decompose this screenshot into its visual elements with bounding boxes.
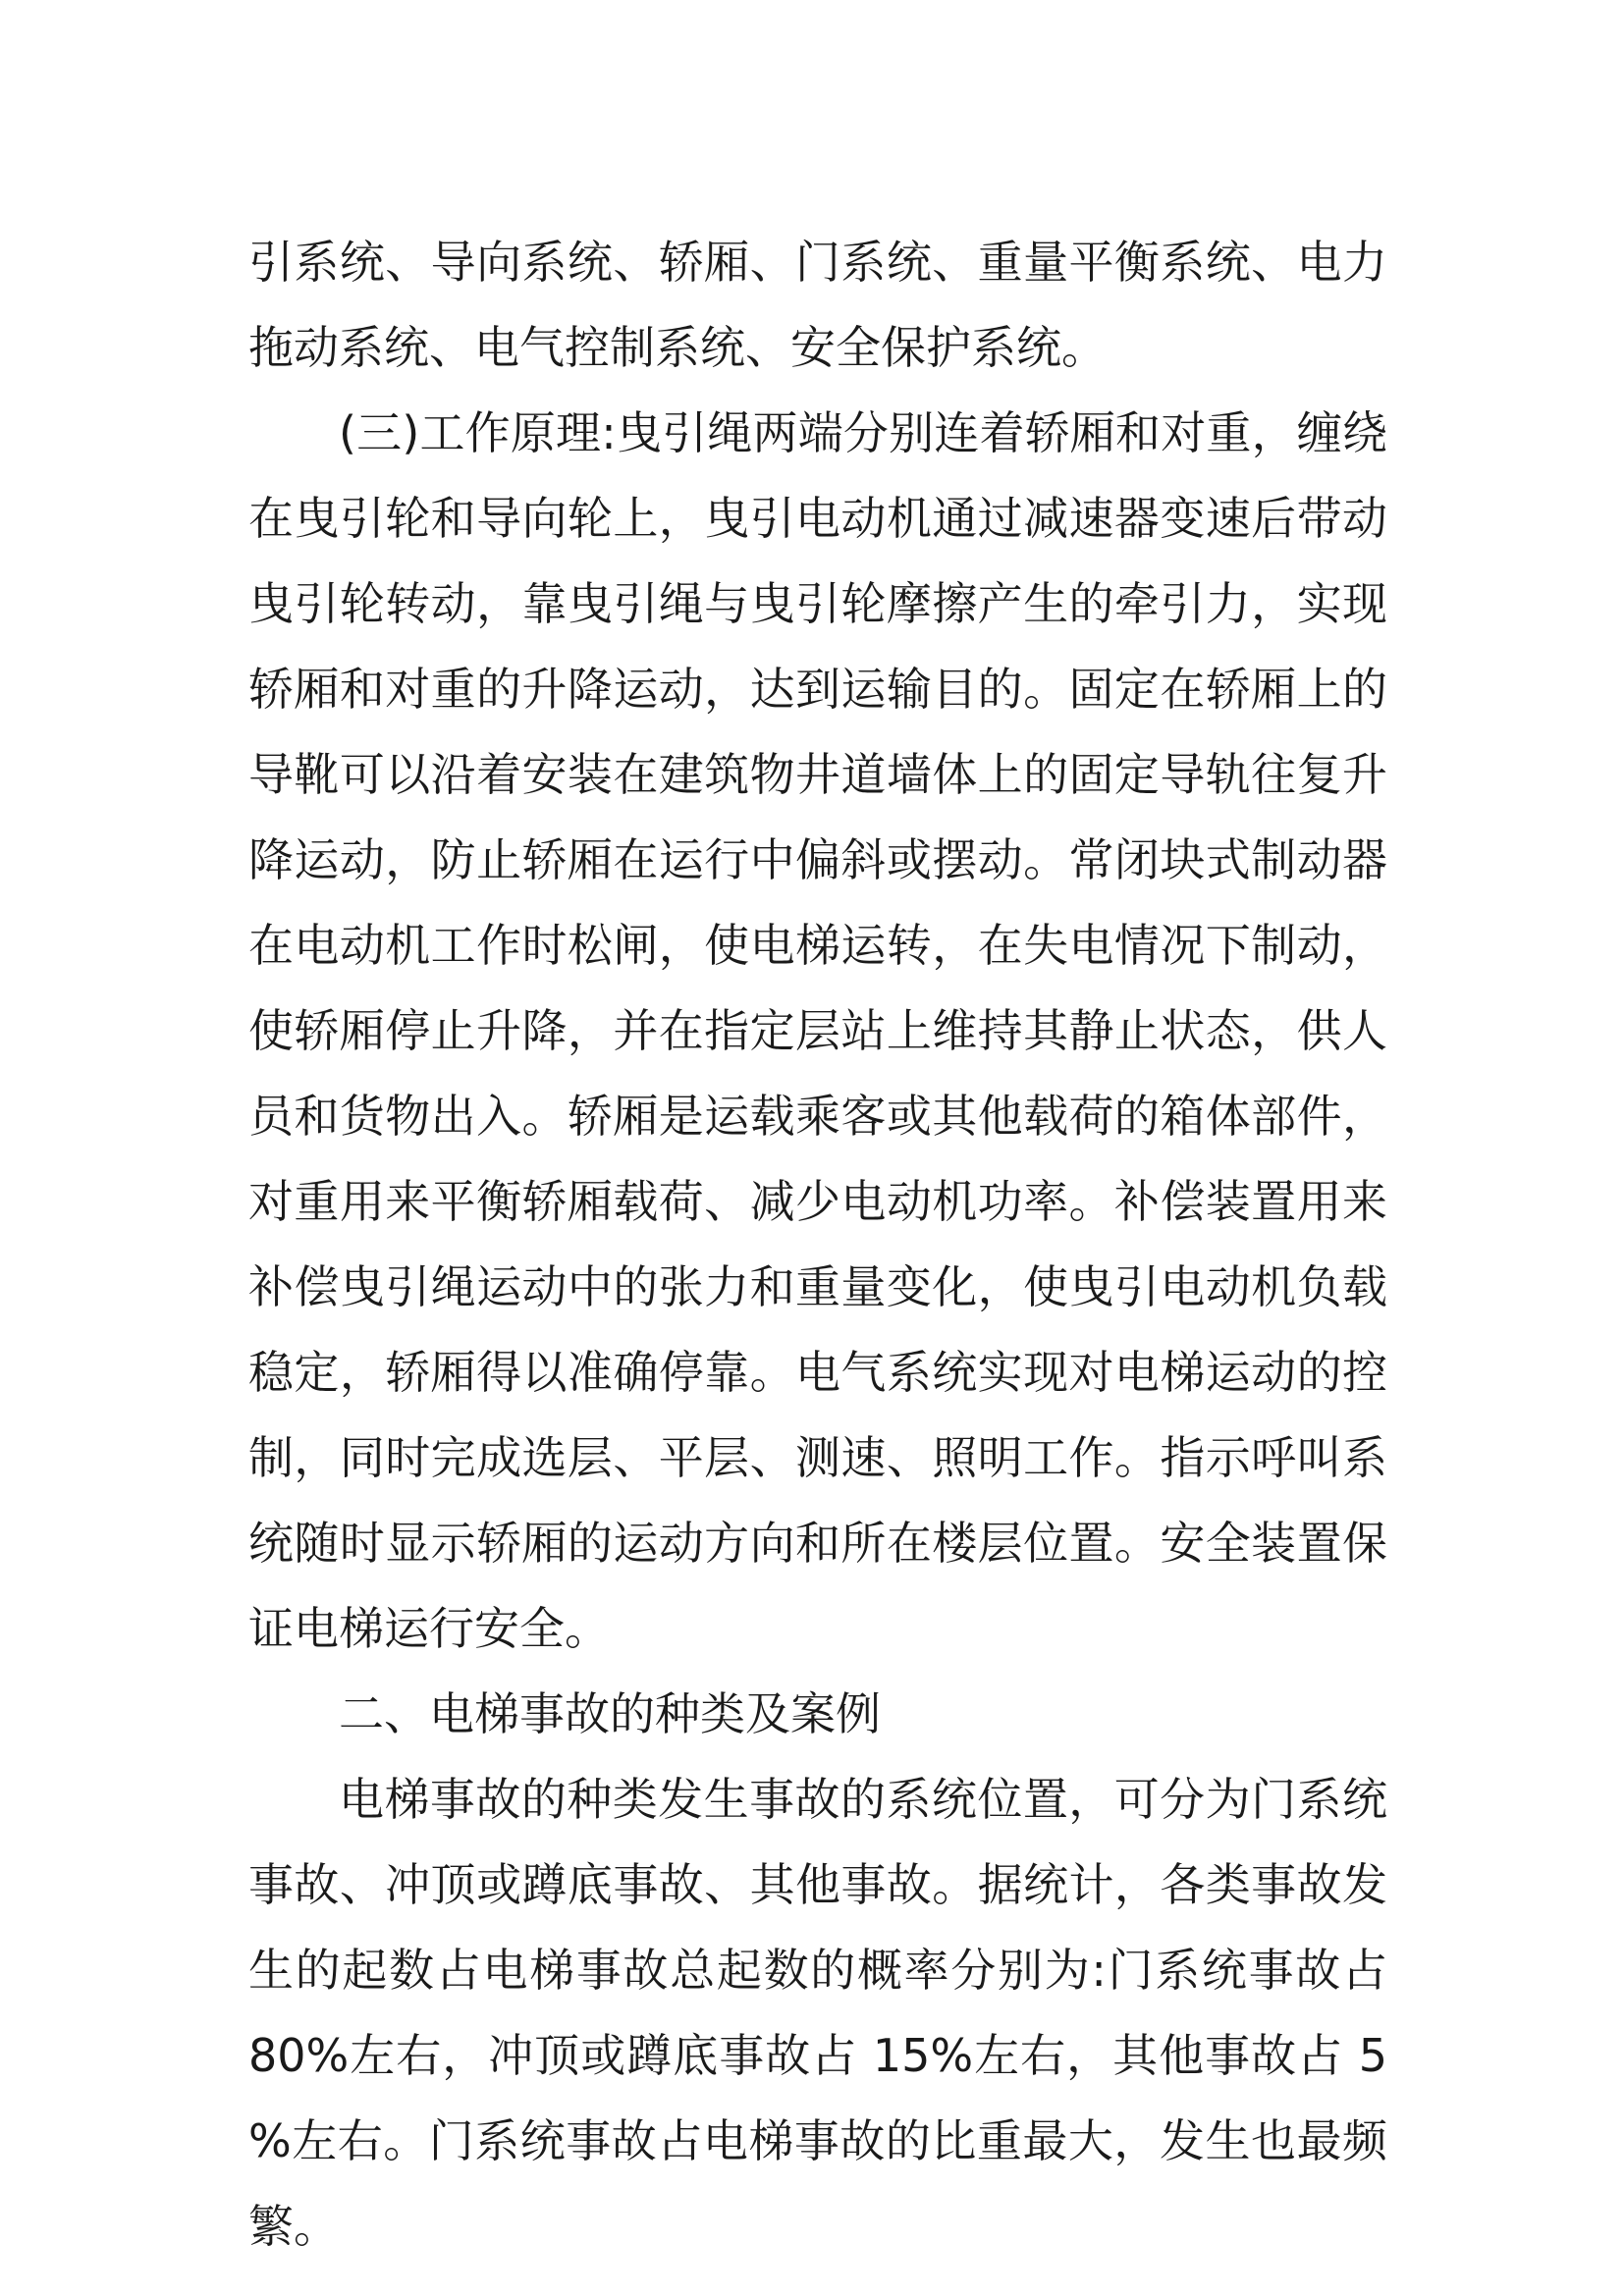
- section-heading: 二、电梯事故的种类及案例: [339, 1687, 881, 1740]
- paragraph-accident-types: 电梯事故的种类发生事故的系统位置，可分为门系统事故、冲顶或蹲底事故、其他事故。据统计，各类事故发生的起数占电梯事故总起数的概率分别为:门系统事故占 80%左右，冲顶或蹲底事故占 15%左右，其他事故占 5%左右。门系统事故占电梯事故的比重最大，发生也最频繁。: [248, 1773, 1387, 2253]
- document-page: [248, 220, 1387, 2269]
- paragraph-continuation: 引系统、导向系统、轿厢、门系统、重量平衡系统、电力拖动系统、电气控制系统、安全保护系统。: [248, 236, 1387, 374]
- paragraph-working-principle: (三)工作原理:曳引绳两端分别连着轿厢和对重，缠绕在曳引轮和导向轮上，曳引电动机通过减速器变速后带动曳引轮转动，靠曳引绳与曳引轮摩擦产生的牵引力，实现轿厢和对重的升降运动，达到运输目的。固定在轿厢上的导靴可以沿着安装在建筑物井道墙体上的固定导轨往复升降运动，防止轿厢在运行中偏斜或摆动。常闭块式制动器在电动机工作时松闸，使电梯运转，在失电情况下制动，使轿厢停止升降，并在指定层站上维持其静止状态，供人员和货物出入。轿厢是运载乘客或其他载荷的箱体部件，对重用来平衡轿厢载荷、减少电动机功率。补偿装置用来补偿曳引绳运动中的张力和重量变化，使曳引电动机负载稳定，轿厢得以准确停靠。电气系统实现对电梯运动的控制，同时完成选层、平层、测速、照明工作。指示呼叫系统随时显示轿厢的运动方向和所在楼层位置。安全装置保证电梯运行安全。: [248, 406, 1387, 1655]
